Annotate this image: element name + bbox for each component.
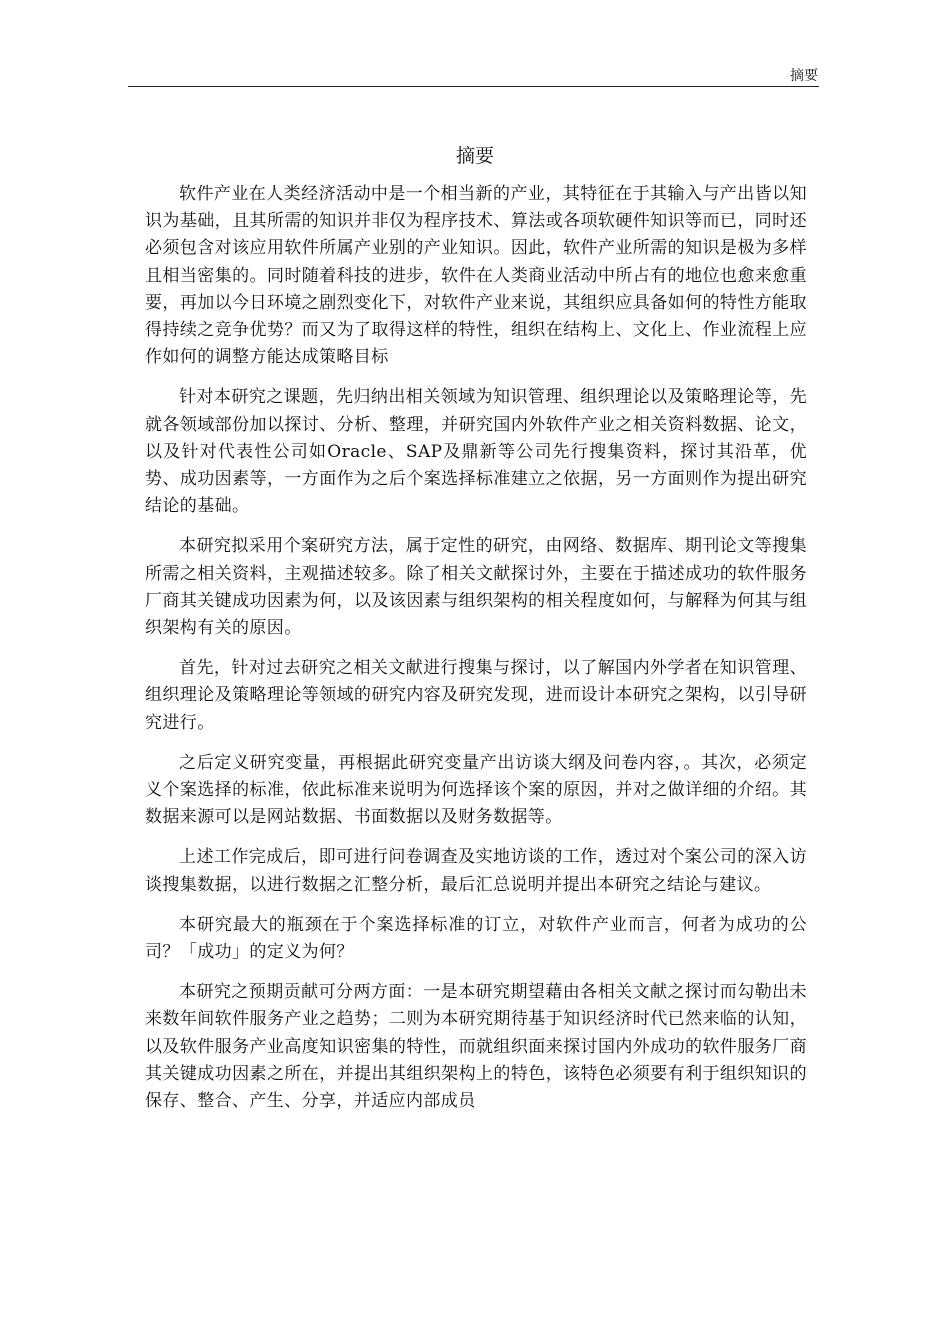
- abstract-body: [145, 181, 807, 1128]
- paragraph: 之后定义研究变量，再根据此研究变量产出访谈大纲及问卷内容，。其次，必须定义个案选择的标准，依此标准来说明为何选择该个案的原因，并对之做详细的介绍。其数据来源可以是网站数据、书面数据以及财务数据等。: [145, 752, 807, 828]
- page-title: 摘要: [455, 145, 494, 167]
- paragraph: 软件产业在人类经济活动中是一个相当新的产业，其特征在于其输入与产出皆以知识为基础，且其所需的知识并非仅为程序技术、算法或各项软硬件知识等而已，同时还必须包含对该应用软件所属产业别的产业知识。因此，软件产业所需的知识是极为多样且相当密集的。同时随着科技的进步，软件在人类商业活动中所占有的地位也愈来愈重要，再加以今日环境之剧烈变化下，对软件产业来说，其组织应具备如何的特性方能取得持续之竞争优势？而又为了取得这样的特性，组织在结构上、文化上、作业流程上应作如何的调整方能达成策略目标: [145, 184, 807, 368]
- running-header: 摘要: [790, 68, 818, 84]
- paragraph: 本研究之预期贡献可分两方面：一是本研究期望藉由各相关文献之探讨而勾勒出未来数年间软件服务产业之趋势；二则为本研究期待基于知识经济时代已然来临的认知，以及软件服务产业高度知识密集的特性，而就组织面来探讨国内外成功的软件服务厂商其关键成功因素之所在，并提出其组织架构上的特色，该特色必须要有利于组织知识的保存、整合、产生、分享，并适应内部成员: [145, 982, 807, 1112]
- paragraph: 首先，针对过去研究之相关文献进行搜集与探讨，以了解国内外学者在知识管理、组织理论及策略理论等领域的研究内容及研究发现，进而设计本研究之架构，以引导研究进行。: [145, 658, 807, 733]
- paragraph: 针对本研究之课题，先归纳出相关领域为知识管理、组织理论以及策略理论等，先就各领域部份加以探讨、分析、整理，并研究国内外软件产业之相关资料数据、论文，以及针对代表性公司如Oracle、SAP及鼎新等公司先行搜集资料，探讨其沿革，优势、成功因素等，一方面作为之后个案选择标准建立之依据，另一方面则作为提出研究结论的基础。: [145, 387, 807, 517]
- paragraph: 上述工作完成后，即可进行问卷调查及实地访谈的工作，透过对个案公司的深入访谈搜集数据，以进行数据之汇整分析，最后汇总说明并提出本研究之结论与建议。: [145, 847, 807, 895]
- header-rule: [128, 86, 819, 87]
- paragraph: 本研究拟采用个案研究方法，属于定性的研究，由网络、数据库、期刊论文等搜集所需之相关资料，主观描述较多。除了相关文献探讨外，主要在于描述成功的软件服务厂商其关键成功因素为何，以及该因素与组织架构的相关程度如何，与解释为何其与组织架构有关的原因。: [145, 536, 807, 639]
- paragraph: 本研究最大的瓶颈在于个案选择标准的订立，对软件产业而言，何者为成功的公司？「成功」的定义为何？: [145, 914, 807, 963]
